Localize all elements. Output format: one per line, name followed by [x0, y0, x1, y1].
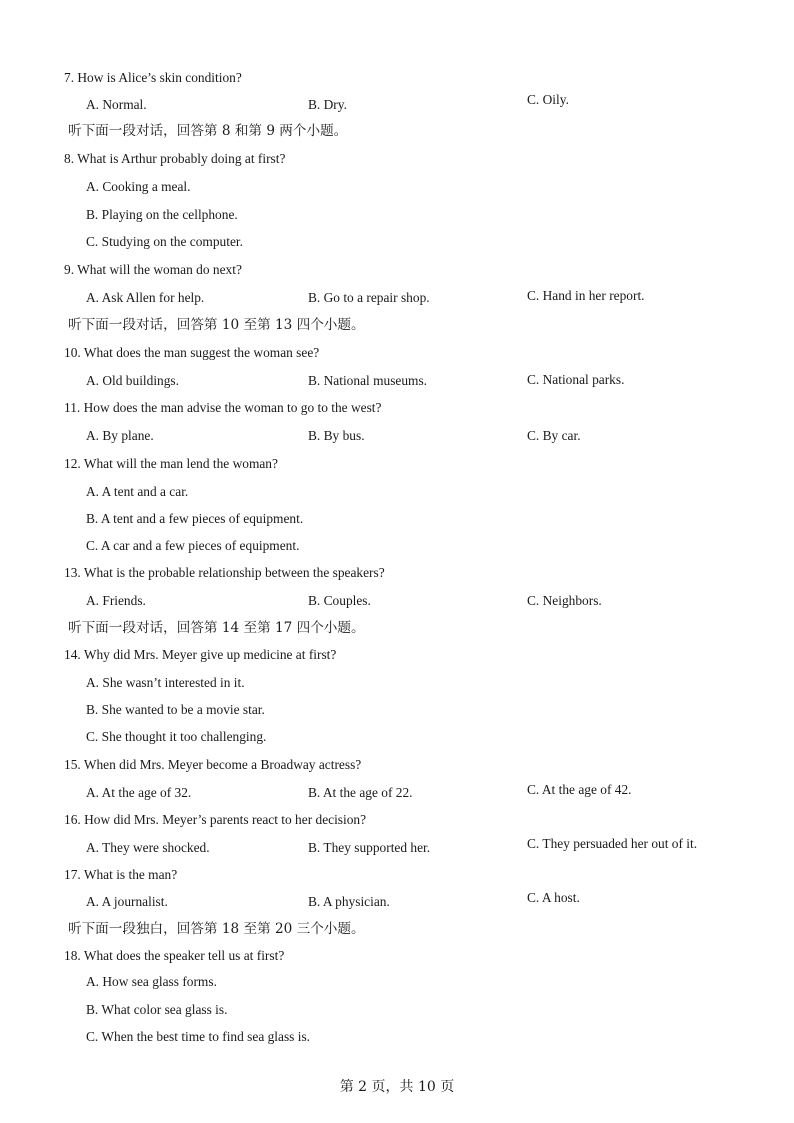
q17-option-c: C. A host. — [527, 890, 580, 905]
q15-option-b: B. At the age of 22. — [308, 785, 413, 800]
q16-option-a: A. They were shocked. — [86, 840, 210, 855]
question-9: 9. What will the woman do next? — [64, 262, 242, 277]
q8-option-a: A. Cooking a meal. — [86, 179, 191, 194]
question-16: 16. How did Mrs. Meyer’s parents react to her decision? — [64, 812, 367, 827]
section-instruction-2: 听下面一段对话，回答第 10 至第 13 四个小题。 — [68, 317, 365, 333]
q9-option-c: C. Hand in her report. — [527, 288, 645, 303]
section-instruction-4: 听下面一段独白，回答第 18 至第 20 三个小题。 — [68, 921, 365, 937]
question-10: 10. What does the man suggest the woman see? — [64, 345, 320, 360]
q14-option-b: B. She wanted to be a movie star. — [86, 702, 265, 717]
question-12: 12. What will the man lend the woman? — [64, 456, 278, 471]
q18-option-b: B. What color sea glass is. — [86, 1002, 228, 1017]
q16-option-c: C. They persuaded her out of it. — [527, 836, 698, 851]
q18-option-a: A. How sea glass forms. — [86, 974, 217, 989]
q18-option-c: C. When the best time to find sea glass is. — [86, 1029, 311, 1044]
q11-option-a: A. By plane. — [86, 428, 154, 443]
q9-option-a: A. Ask Allen for help. — [86, 290, 205, 305]
q13-option-a: A. Friends. — [86, 593, 146, 608]
q15-option-c: C. At the age of 42. — [527, 782, 632, 797]
q7-option-a: A. Normal. — [86, 97, 147, 112]
q17-option-a: A. A journalist. — [86, 894, 168, 909]
q11-option-c: C. By car. — [527, 428, 581, 443]
q16-option-b: B. They supported her. — [308, 840, 431, 855]
q17-option-b: B. A physician. — [308, 894, 390, 909]
q12-option-b: B. A tent and a few pieces of equipment. — [86, 511, 304, 526]
section-instruction-1: 听下面一段对话，回答第 8 和第 9 两个小题。 — [68, 123, 348, 139]
question-18: 18. What does the speaker tell us at first? — [64, 948, 285, 963]
question-13: 13. What is the probable relationship between the speakers? — [64, 565, 385, 580]
page-number-footer: 第 2 页，共 10 页 — [339, 1079, 455, 1095]
q13-option-b: B. Couples. — [308, 593, 371, 608]
q14-option-a: A. She wasn’t interested in it. — [86, 675, 245, 690]
q12-option-c: C. A car and a few pieces of equipment. — [86, 538, 300, 553]
q15-option-a: A. At the age of 32. — [86, 785, 192, 800]
q7-option-c: C. Oily. — [527, 92, 569, 107]
question-15: 15. When did Mrs. Meyer become a Broadway actress? — [64, 757, 362, 772]
question-11: 11. How does the man advise the woman to go to the west? — [64, 400, 382, 415]
q14-option-c: C. She thought it too challenging. — [86, 729, 267, 744]
q12-option-a: A. A tent and a car. — [86, 484, 189, 499]
question-14: 14. Why did Mrs. Meyer give up medicine at first? — [64, 647, 337, 662]
q13-option-c: C. Neighbors. — [527, 593, 602, 608]
q8-option-c: C. Studying on the computer. — [86, 234, 243, 249]
question-17: 17. What is the man? — [64, 867, 178, 882]
q11-option-b: B. By bus. — [308, 428, 365, 443]
q7-option-b: B. Dry. — [308, 97, 347, 112]
q10-option-a: A. Old buildings. — [86, 373, 179, 388]
q9-option-b: B. Go to a repair shop. — [308, 290, 430, 305]
question-8: 8. What is Arthur probably doing at first? — [64, 151, 286, 166]
q8-option-b: B. Playing on the cellphone. — [86, 207, 238, 222]
question-7: 7. How is Alice’s skin condition? — [64, 70, 242, 85]
section-instruction-3: 听下面一段对话，回答第 14 至第 17 四个小题。 — [68, 620, 365, 636]
q10-option-c: C. National parks. — [527, 372, 625, 387]
q10-option-b: B. National museums. — [308, 373, 428, 388]
